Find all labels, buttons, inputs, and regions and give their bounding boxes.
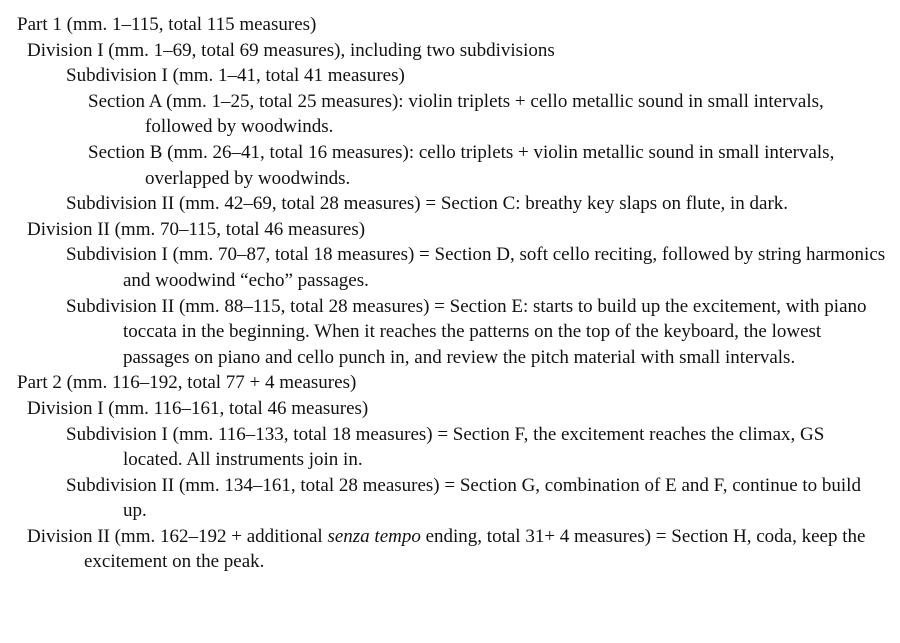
part-1-heading: Part 1 (mm. 1–115, total 115 measures) [17,14,317,35]
section-b-description: Section B (mm. 26–41, total 16 measures): cello triplets + violin metallic sound in small intervals, overlapped by woodwinds. [88,141,835,189]
part-1-division-2-subdivision-2: Subdivision II (mm. 88–115, total 28 measures) = Section E: starts to build up the excitement, with piano toccata in the beginning. When it reaches the patterns on the top of the keyboard, the lowest passages on piano and cello punch in, and review the pitch material with small intervals. [66,295,867,368]
division-2-text-start: Division II (mm. 162–192 + additional [27,525,328,547]
part-2-division-1-subdivision-2: Subdivision II (mm. 134–161, total 28 measures) = Section G, combination of E and F, continue to build up. [66,474,861,522]
part-2-division-1: Division I (mm. 116–161, total 46 measures) [27,397,369,419]
part-2-division-2 [0,524,900,575]
part-1-division-1: Division I (mm. 1–69, total 69 measures), including two subdivisions [27,39,555,61]
division-2-text-end: ending, total 31+ 4 measures) = Section H, coda, keep the excitement on the peak. [84,525,866,573]
section-a-description: Section A (mm. 1–25, total 25 measures): violin triplets + cello metallic sound in small intervals, followed by woodwinds. [88,90,824,138]
part-1-division-2: Division II (mm. 70–115, total 46 measures) [27,218,366,240]
senza-tempo-term: senza tempo [327,525,421,547]
part-1-division-2-subdivision-1: Subdivision I (mm. 70–87, total 18 measures) = Section D, soft cello reciting, followed by string harmonics and woodwind “echo” passages. [66,244,886,291]
part-1-division-1-subdivision-2: Subdivision II (mm. 42–69, total 28 measures) = Section C: breathy key slaps on flute, in dark. [66,193,789,215]
part-1-division-1-subdivision-1: Subdivision I (mm. 1–41, total 41 measures) [66,65,405,87]
part-2-heading: Part 2 (mm. 116–192, total 77 + 4 measures) [17,372,357,394]
part-2-division-1-subdivision-1: Subdivision I (mm. 116–133, total 18 measures) = Section F, the excitement reaches the climax, GS located. All instruments join in. [66,423,825,471]
